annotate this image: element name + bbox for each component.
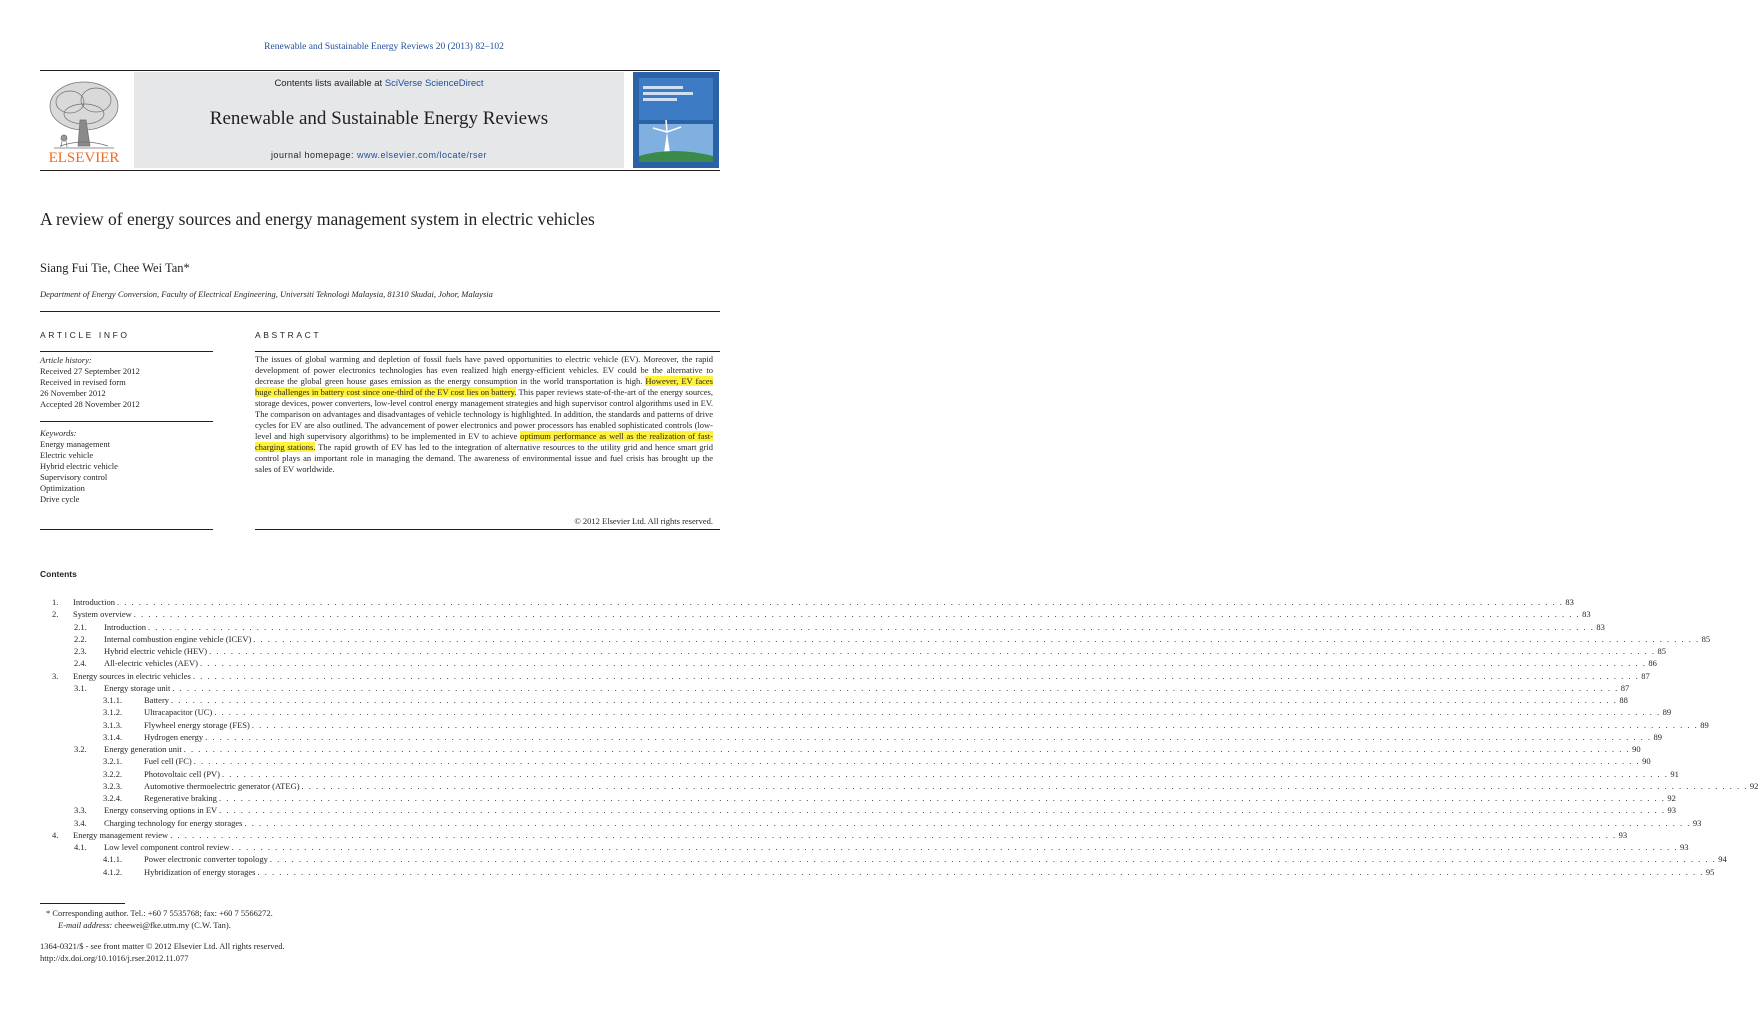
toc-leader-dots: . . . . . . . . . . . . . . . . . . . . . . . . . . . . . . . . . . . . . . . . . . . . . . . . . . . . . . . . . . . . . . . . . . . . . . . . . . . . . . . . . . . . . . . . . . . . . . . . . . . . . . . . . . . . . . . . . . . . . . . . . . . . . . . . . . . . . . . . . . . . . . . . . . . . . . . . . . . . . . . . . . . . . . . . . . . . . . . . . . . . . . . . . . . . . . . . . . . . . . . .: [117, 597, 1564, 607]
toc-title[interactable]: Ultracapacitor (UC): [144, 707, 213, 718]
footnote-rule: [40, 903, 125, 904]
toc-title[interactable]: Low level component control review: [104, 842, 230, 852]
toc-entry[interactable]: [40, 596, 1574, 608]
toc-entry[interactable]: [40, 621, 1605, 633]
elsevier-logo-text: ELSEVIER: [48, 150, 120, 166]
homepage-prefix: journal homepage:: [270, 150, 357, 160]
history-line: Accepted 28 November 2012: [40, 399, 140, 409]
toc-page-number[interactable]: 92: [1749, 780, 1758, 791]
toc-leader-dots: . . . . . . . . . . . . . . . . . . . . . . . . . . . . . . . . . . . . . . . . . . . . . . . . . . . . . . . . . . . . . . . . . . . . . . . . . . . . . . . . . . . . . . . . . . . . . . . . . . . . . . . . . . . . . . . . . . . . . . . . . . . . . . . . . . . . . . . . . . . . . . . . . . . . . . . . . . . . . . . . . . . . . . . . . . . . . . . . . . . . . . . . . . . . . . . . . . . . . . . .: [219, 805, 1666, 816]
article-title: A review of energy sources and energy management system in electric vehicles: [40, 209, 595, 229]
abstract-end-rule: [255, 529, 720, 530]
toc-entry[interactable]: [40, 731, 1662, 743]
toc-title[interactable]: Internal combustion engine vehicle (ICEV): [104, 633, 252, 644]
keyword-item[interactable]: Hybrid electric vehicle: [40, 461, 118, 471]
toc-title[interactable]: Hydrogen energy: [144, 731, 204, 742]
toc-page-number[interactable]: 83: [1565, 597, 1574, 607]
toc-page-number[interactable]: 85: [1701, 633, 1711, 644]
toc-leader-dots: . . . . . . . . . . . . . . . . . . . . . . . . . . . . . . . . . . . . . . . . . . . . . . . . . . . . . . . . . . . . . . . . . . . . . . . . . . . . . . . . . . . . . . . . . . . . . . . . . . . . . . . . . . . . . . . . . . . . . . . . . . . . . . . . . . . . . . . . . . . . . . . . . . . . . . . . . . . . . . . . . . . . . . . . . . . . . . . . . . . . . . . . . . . . . . . . . . . . . . . .: [301, 780, 1748, 791]
article-info-rule: [40, 351, 213, 352]
toc-number: 4.: [52, 829, 59, 840]
toc-number: 4.1.1.: [103, 854, 123, 865]
toc-title[interactable]: Photovoltaic cell (PV): [144, 768, 221, 779]
header-bottom-rule: [40, 170, 720, 171]
keyword-item[interactable]: Optimization: [40, 483, 85, 493]
corresponding-author-mark[interactable]: *: [183, 261, 190, 275]
toc-leader-dots: . . . . . . . . . . . . . . . . . . . . . . . . . . . . . . . . . . . . . . . . . . . . . . . . . . . . . . . . . . . . . . . . . . . . . . . . . . . . . . . . . . . . . . . . . . . . . . . . . . . . . . . . . . . . . . . . . . . . . . . . . . . . . . . . . . . . . . . . . . . . . . . . . . . . . . . . . . . . . . . . . . . . . . . . . . . . . . . . . . . . . . . . . . . . . . . . . . . . . . . .: [231, 842, 1678, 852]
toc-title[interactable]: Energy generation unit: [104, 744, 182, 754]
toc-title[interactable]: Hybrid electric vehicle (HEV): [104, 646, 208, 656]
toc-number: 3.2.2.: [103, 768, 123, 779]
toc-number: 2.1.: [74, 621, 87, 632]
toc-number: 3.2.: [74, 744, 87, 754]
toc-page-number[interactable]: 90: [1632, 744, 1641, 754]
keyword-item[interactable]: Electric vehicle: [40, 450, 94, 460]
article-info-divider: [40, 421, 213, 422]
toc-title[interactable]: Energy management review: [73, 829, 169, 840]
corresponding-author-note: * Corresponding author. Tel.: +60 7 5535768; fax: +60 7 5566272.: [46, 908, 273, 918]
contents-heading: Contents: [40, 569, 77, 579]
toc-title[interactable]: Battery: [144, 695, 170, 705]
toc-leader-dots: . . . . . . . . . . . . . . . . . . . . . . . . . . . . . . . . . . . . . . . . . . . . . . . . . . . . . . . . . . . . . . . . . . . . . . . . . . . . . . . . . . . . . . . . . . . . . . . . . . . . . . . . . . . . . . . . . . . . . . . . . . . . . . . . . . . . . . . . . . . . . . . . . . . . . . . . . . . . . . . . . . . . . . . . . . . . . . . . . . . . . . . . . . . . . . . . . . . . . . . .: [172, 682, 1619, 693]
toc-leader-dots: . . . . . . . . . . . . . . . . . . . . . . . . . . . . . . . . . . . . . . . . . . . . . . . . . . . . . . . . . . . . . . . . . . . . . . . . . . . . . . . . . . . . . . . . . . . . . . . . . . . . . . . . . . . . . . . . . . . . . . . . . . . . . . . . . . . . . . . . . . . . . . . . . . . . . . . . . . . . . . . . . . . . . . . . . . . . . . . . . . . . . . . . . . . . . . . . . . . . . . . .: [183, 744, 1631, 754]
abstract-text: [255, 354, 713, 475]
toc-page-number[interactable]: 87: [1641, 670, 1650, 681]
toc-entry[interactable]: [40, 694, 1628, 706]
toc-title[interactable]: Energy sources in electric vehicles: [73, 670, 191, 681]
toc-leader-dots: . . . . . . . . . . . . . . . . . . . . . . . . . . . . . . . . . . . . . . . . . . . . . . . . . . . . . . . . . . . . . . . . . . . . . . . . . . . . . . . . . . . . . . . . . . . . . . . . . . . . . . . . . . . . . . . . . . . . . . . . . . . . . . . . . . . . . . . . . . . . . . . . . . . . . . . . . . . . . . . . . . . . . . . . . . . . . . . . . . . . . . . . . . . . . . . . . . . . . . . .: [209, 646, 1656, 656]
toc-title[interactable]: Automotive thermoelectric generator (ATEG): [144, 780, 300, 791]
toc-number: 3.1.3.: [103, 719, 123, 730]
toc-number: 3.1.2.: [103, 707, 123, 718]
history-line: Received in revised form: [40, 377, 126, 387]
history-line: 26 November 2012: [40, 388, 106, 398]
toc-entry[interactable]: [40, 670, 1650, 682]
toc-entry[interactable]: [40, 706, 1672, 718]
abstract-segment: The issues of global warming and depletion of fossil fuels have paved opportunities to electric vehicle (EV). Moreover, the rapid development of power electronics technologies has even realized high energy-efficient vehicles. EV could be the alternative to decrease the global green house gases emission as the energy consumption in the world transportation is high.: [255, 354, 713, 386]
toc-leader-dots: . . . . . . . . . . . . . . . . . . . . . . . . . . . . . . . . . . . . . . . . . . . . . . . . . . . . . . . . . . . . . . . . . . . . . . . . . . . . . . . . . . . . . . . . . . . . . . . . . . . . . . . . . . . . . . . . . . . . . . . . . . . . . . . . . . . . . . . . . . . . . . . . . . . . . . . . . . . . . . . . . . . . . . . . . . . . . . . . . . . . . . . . . . . . . . . . . . . . . . . .: [192, 670, 1640, 681]
toc-leader-dots: . . . . . . . . . . . . . . . . . . . . . . . . . . . . . . . . . . . . . . . . . . . . . . . . . . . . . . . . . . . . . . . . . . . . . . . . . . . . . . . . . . . . . . . . . . . . . . . . . . . . . . . . . . . . . . . . . . . . . . . . . . . . . . . . . . . . . . . . . . . . . . . . . . . . . . . . . . . . . . . . . . . . . . . . . . . . . . . . . . . . . . . . . . . . . . . . . . . . . . . .: [171, 695, 1618, 705]
article-info-heading: ARTICLE INFO: [40, 330, 130, 340]
article-info-end-rule: [40, 529, 213, 530]
toc-title[interactable]: Fuel cell (FC): [144, 756, 192, 767]
header-top-rule: [40, 70, 720, 71]
toc-page-number[interactable]: 89: [1653, 731, 1662, 742]
toc-title[interactable]: Introduction: [73, 597, 116, 607]
toc-number: 1.: [52, 597, 59, 607]
contents-availability: [134, 78, 624, 89]
toc-title[interactable]: Flywheel energy storage (FES): [144, 719, 250, 730]
toc-leader-dots: . . . . . . . . . . . . . . . . . . . . . . . . . . . . . . . . . . . . . . . . . . . . . . . . . . . . . . . . . . . . . . . . . . . . . . . . . . . . . . . . . . . . . . . . . . . . . . . . . . . . . . . . . . . . . . . . . . . . . . . . . . . . . . . . . . . . . . . . . . . . . . . . . . . . . . . . . . . . . . . . . . . . . . . . . . . . . . . . . . . . . . . . . . . . . . . . . . . . . . . .: [244, 817, 1691, 828]
email-label: E-mail address:: [58, 920, 113, 930]
toc-page-number[interactable]: 93: [1679, 842, 1689, 852]
toc-page-number[interactable]: 83: [1596, 621, 1605, 632]
author-affiliation: Department of Energy Conversion, Faculty of Electrical Engineering, Universiti Teknologi Malaysia, 81310 Skudai, Johor, Malaysia: [40, 289, 493, 299]
table-of-contents: [40, 596, 1758, 878]
toc-entry[interactable]: [40, 829, 1628, 841]
toc-title[interactable]: Power electronic converter topology: [144, 854, 268, 865]
toc-title[interactable]: All-electric vehicles (AEV): [104, 658, 198, 669]
tree-icon: [40, 76, 128, 164]
sciverse-link[interactable]: SciVerse ScienceDirect: [384, 78, 484, 89]
toc-title[interactable]: Introduction: [104, 621, 147, 632]
toc-title[interactable]: System overview: [73, 609, 132, 620]
toc-leader-dots: . . . . . . . . . . . . . . . . . . . . . . . . . . . . . . . . . . . . . . . . . . . . . . . . . . . . . . . . . . . . . . . . . . . . . . . . . . . . . . . . . . . . . . . . . . . . . . . . . . . . . . . . . . . . . . . . . . . . . . . . . . . . . . . . . . . . . . . . . . . . . . . . . . . . . . . . . . . . . . . . . . . . . . . . . . . . . . . . . . . . . . . . . . . . . . . . . . . . . . . .: [222, 768, 1669, 779]
toc-entry[interactable]: [40, 608, 1591, 620]
toc-entry[interactable]: [40, 853, 1727, 865]
author-names[interactable]: Siang Fui Tie, Chee Wei Tan: [40, 261, 184, 275]
toc-leader-dots: . . . . . . . . . . . . . . . . . . . . . . . . . . . . . . . . . . . . . . . . . . . . . . . . . . . . . . . . . . . . . . . . . . . . . . . . . . . . . . . . . . . . . . . . . . . . . . . . . . . . . . . . . . . . . . . . . . . . . . . . . . . . . . . . . . . . . . . . . . . . . . . . . . . . . . . . . . . . . . . . . . . . . . . . . . . . . . . . . . . . . . . . . . . . . . . . . . . . . . . .: [193, 756, 1641, 767]
abstract-heading: ABSTRACT: [255, 330, 322, 340]
toc-leader-dots: . . . . . . . . . . . . . . . . . . . . . . . . . . . . . . . . . . . . . . . . . . . . . . . . . . . . . . . . . . . . . . . . . . . . . . . . . . . . . . . . . . . . . . . . . . . . . . . . . . . . . . . . . . . . . . . . . . . . . . . . . . . . . . . . . . . . . . . . . . . . . . . . . . . . . . . . . . . . . . . . . . . . . . . . . . . . . . . . . . . . . . . . . . . . . . . . . . . . . . . .: [205, 731, 1652, 742]
toc-entry[interactable]: [40, 792, 1676, 804]
toc-leader-dots: . . . . . . . . . . . . . . . . . . . . . . . . . . . . . . . . . . . . . . . . . . . . . . . . . . . . . . . . . . . . . . . . . . . . . . . . . . . . . . . . . . . . . . . . . . . . . . . . . . . . . . . . . . . . . . . . . . . . . . . . . . . . . . . . . . . . . . . . . . . . . . . . . . . . . . . . . . . . . . . . . . . . . . . . . . . . . . . . . . . . . . . . . . . . . . . . . . . . . . . .: [251, 719, 1699, 730]
homepage-link[interactable]: www.elsevier.com/locate/rser: [357, 150, 488, 160]
section-divider: [40, 311, 720, 312]
journal-homepage: [134, 150, 624, 160]
keywords-label: Keywords:: [40, 428, 77, 438]
toc-leader-dots: . . . . . . . . . . . . . . . . . . . . . . . . . . . . . . . . . . . . . . . . . . . . . . . . . . . . . . . . . . . . . . . . . . . . . . . . . . . . . . . . . . . . . . . . . . . . . . . . . . . . . . . . . . . . . . . . . . . . . . . . . . . . . . . . . . . . . . . . . . . . . . . . . . . . . . . . . . . . . . . . . . . . . . . . . . . . . . . . . . . . . . . . . . . . . . . . . . . . . . . .: [218, 793, 1666, 803]
history-line: Received 27 September 2012: [40, 366, 140, 376]
keyword-item[interactable]: Supervisory control: [40, 472, 108, 482]
elsevier-logo[interactable]: [40, 76, 128, 164]
toc-entry[interactable]: [40, 719, 1709, 731]
abstract-segment: The rapid growth of EV has led to the integration of alternative resources to the utility grid and hence smart grid control plays an important role in managing the demand. The awareness of environmental issue and fuel crisis has brought up the sales of EV worldwide.: [255, 442, 713, 474]
toc-page-number[interactable]: 90: [1642, 756, 1651, 767]
abstract-rule: [255, 351, 720, 352]
toc-number: 4.1.: [74, 842, 87, 852]
toc-page-number[interactable]: 93: [1667, 805, 1677, 816]
abstract-highlight[interactable]: However, EV faces huge challenges in battery cost since one-third of the EV cost lies on battery.: [255, 376, 713, 397]
keywords-list: [40, 428, 220, 505]
toc-leader-dots: . . . . . . . . . . . . . . . . . . . . . . . . . . . . . . . . . . . . . . . . . . . . . . . . . . . . . . . . . . . . . . . . . . . . . . . . . . . . . . . . . . . . . . . . . . . . . . . . . . . . . . . . . . . . . . . . . . . . . . . . . . . . . . . . . . . . . . . . . . . . . . . . . . . . . . . . . . . . . . . . . . . . . . . . . . . . . . . . . . . . . . . . . . . . . . . . . . . . . . . .: [269, 854, 1717, 865]
history-label: Article history:: [40, 355, 92, 365]
toc-leader-dots: . . . . . . . . . . . . . . . . . . . . . . . . . . . . . . . . . . . . . . . . . . . . . . . . . . . . . . . . . . . . . . . . . . . . . . . . . . . . . . . . . . . . . . . . . . . . . . . . . . . . . . . . . . . . . . . . . . . . . . . . . . . . . . . . . . . . . . . . . . . . . . . . . . . . . . . . . . . . . . . . . . . . . . . . . . . . . . . . . . . . . . . . . . . . . . . . . . . . . . . .: [133, 609, 1581, 620]
toc-page-number[interactable]: 95: [1705, 866, 1715, 877]
toc-number: 3.1.: [74, 682, 87, 693]
abstract-segment: This paper reviews state-of-the-art of the energy sources, storage devices, power converters, low-level control energy management strategies and high supervisor control algorithms used in EV. The comparison on advantages and disadvantages of vehicle technology is highlighted. In addition, the standards and patterns of drive cycles for EV are also outlined. The advancement of power electronics and power processors has enabled sophisticated controls (low-level and high supervisory algorithms) to be implemented in EV to achieve: [255, 387, 713, 441]
toc-entry[interactable]: [40, 817, 1702, 829]
toc-number: 2.4.: [74, 658, 87, 669]
journal-citation[interactable]: Renewable and Sustainable Energy Reviews 20 (2013) 82–102: [264, 42, 504, 52]
issn-line: 1364-0321/$ - see front matter © 2012 Elsevier Ltd. All rights reserved.: [40, 941, 285, 951]
email-note: [58, 920, 231, 930]
toc-page-number[interactable]: 87: [1620, 682, 1630, 693]
toc-entry[interactable]: [40, 768, 1679, 780]
toc-number: 2.2.: [74, 633, 87, 644]
toc-entry[interactable]: [40, 866, 1715, 878]
toc-entry[interactable]: [40, 682, 1630, 694]
author-list: [40, 261, 190, 276]
toc-entry[interactable]: [40, 804, 1677, 816]
toc-leader-dots: . . . . . . . . . . . . . . . . . . . . . . . . . . . . . . . . . . . . . . . . . . . . . . . . . . . . . . . . . . . . . . . . . . . . . . . . . . . . . . . . . . . . . . . . . . . . . . . . . . . . . . . . . . . . . . . . . . . . . . . . . . . . . . . . . . . . . . . . . . . . . . . . . . . . . . . . . . . . . . . . . . . . . . . . . . . . . . . . . . . . . . . . . . . . . . . . . . . . . . . .: [199, 658, 1647, 669]
journal-cover-thumbnail[interactable]: [633, 72, 719, 168]
toc-page-number[interactable]: 92: [1667, 793, 1676, 803]
keyword-item[interactable]: Energy management: [40, 439, 110, 449]
toc-leader-dots: . . . . . . . . . . . . . . . . . . . . . . . . . . . . . . . . . . . . . . . . . . . . . . . . . . . . . . . . . . . . . . . . . . . . . . . . . . . . . . . . . . . . . . . . . . . . . . . . . . . . . . . . . . . . . . . . . . . . . . . . . . . . . . . . . . . . . . . . . . . . . . . . . . . . . . . . . . . . . . . . . . . . . . . . . . . . . . . . . . . . . . . . . . . . . . . . . . . . . . . .: [214, 707, 1661, 718]
toc-title[interactable]: Hybridization of energy storages: [144, 866, 256, 877]
toc-number: 2.3.: [74, 646, 87, 656]
toc-page-number[interactable]: 88: [1619, 695, 1628, 705]
toc-page-number[interactable]: 85: [1657, 646, 1667, 656]
toc-page-number[interactable]: 89: [1700, 719, 1709, 730]
toc-page-number[interactable]: 93: [1618, 829, 1628, 840]
email-address[interactable]: cheewei@fke.utm.my (C.W. Tan).: [112, 920, 231, 930]
toc-leader-dots: . . . . . . . . . . . . . . . . . . . . . . . . . . . . . . . . . . . . . . . . . . . . . . . . . . . . . . . . . . . . . . . . . . . . . . . . . . . . . . . . . . . . . . . . . . . . . . . . . . . . . . . . . . . . . . . . . . . . . . . . . . . . . . . . . . . . . . . . . . . . . . . . . . . . . . . . . . . . . . . . . . . . . . . . . . . . . . . . . . . . . . . . . . . . . . . . . . . . . . . .: [170, 829, 1617, 840]
toc-entry[interactable]: [40, 841, 1689, 853]
toc-entry[interactable]: [40, 780, 1758, 792]
journal-title: Renewable and Sustainable Energy Reviews: [209, 108, 549, 129]
toc-page-number[interactable]: 86: [1648, 658, 1657, 669]
toc-number: 3.2.4.: [103, 793, 123, 803]
toc-number: 3.2.1.: [103, 756, 123, 767]
toc-leader-dots: . . . . . . . . . . . . . . . . . . . . . . . . . . . . . . . . . . . . . . . . . . . . . . . . . . . . . . . . . . . . . . . . . . . . . . . . . . . . . . . . . . . . . . . . . . . . . . . . . . . . . . . . . . . . . . . . . . . . . . . . . . . . . . . . . . . . . . . . . . . . . . . . . . . . . . . . . . . . . . . . . . . . . . . . . . . . . . . . . . . . . . . . . . . . . . . . . . . . . . . .: [257, 866, 1704, 877]
toc-number: 3.4.: [74, 817, 87, 828]
toc-title[interactable]: Energy storage unit: [104, 682, 171, 693]
toc-number: 2.: [52, 609, 59, 620]
copyright-notice: © 2012 Elsevier Ltd. All rights reserved.: [574, 516, 713, 526]
abstract-highlight[interactable]: optimum performance as well as the realization of fast-charging stations.: [255, 431, 713, 452]
toc-entry[interactable]: [40, 645, 1667, 657]
toc-title[interactable]: Energy conserving options in EV: [104, 805, 218, 816]
toc-page-number[interactable]: 89: [1662, 707, 1672, 718]
toc-title[interactable]: Charging technology for energy storages: [104, 817, 243, 828]
toc-number: 4.1.2.: [103, 866, 123, 877]
cover-image-icon: [633, 72, 719, 168]
toc-leader-dots: . . . . . . . . . . . . . . . . . . . . . . . . . . . . . . . . . . . . . . . . . . . . . . . . . . . . . . . . . . . . . . . . . . . . . . . . . . . . . . . . . . . . . . . . . . . . . . . . . . . . . . . . . . . . . . . . . . . . . . . . . . . . . . . . . . . . . . . . . . . . . . . . . . . . . . . . . . . . . . . . . . . . . . . . . . . . . . . . . . . . . . . . . . . . . . . . . . . . . . . .: [253, 633, 1700, 644]
toc-page-number[interactable]: 91: [1670, 768, 1679, 779]
toc-number: 3.1.1.: [103, 695, 123, 705]
toc-entry[interactable]: [40, 657, 1657, 669]
toc-number: 3.3.: [74, 805, 87, 816]
doi-link[interactable]: http://dx.doi.org/10.1016/j.rser.2012.11.077: [40, 953, 189, 963]
toc-leader-dots: . . . . . . . . . . . . . . . . . . . . . . . . . . . . . . . . . . . . . . . . . . . . . . . . . . . . . . . . . . . . . . . . . . . . . . . . . . . . . . . . . . . . . . . . . . . . . . . . . . . . . . . . . . . . . . . . . . . . . . . . . . . . . . . . . . . . . . . . . . . . . . . . . . . . . . . . . . . . . . . . . . . . . . . . . . . . . . . . . . . . . . . . . . . . . . . . . . . . . . . .: [148, 621, 1595, 632]
toc-page-number[interactable]: 93: [1692, 817, 1702, 828]
toc-title[interactable]: Regenerative braking: [144, 793, 217, 803]
toc-number: 3.: [52, 670, 59, 681]
toc-number: 3.2.3.: [103, 780, 123, 791]
toc-entry[interactable]: [40, 743, 1641, 755]
toc-entry[interactable]: [40, 755, 1651, 767]
contents-prefix: Contents lists available at: [274, 78, 385, 89]
toc-entry[interactable]: [40, 633, 1711, 645]
toc-page-number[interactable]: 83: [1582, 609, 1591, 620]
keyword-item[interactable]: Drive cycle: [40, 494, 80, 504]
toc-page-number[interactable]: 94: [1718, 854, 1727, 865]
article-history: [40, 355, 220, 410]
toc-number: 3.1.4.: [103, 731, 123, 742]
